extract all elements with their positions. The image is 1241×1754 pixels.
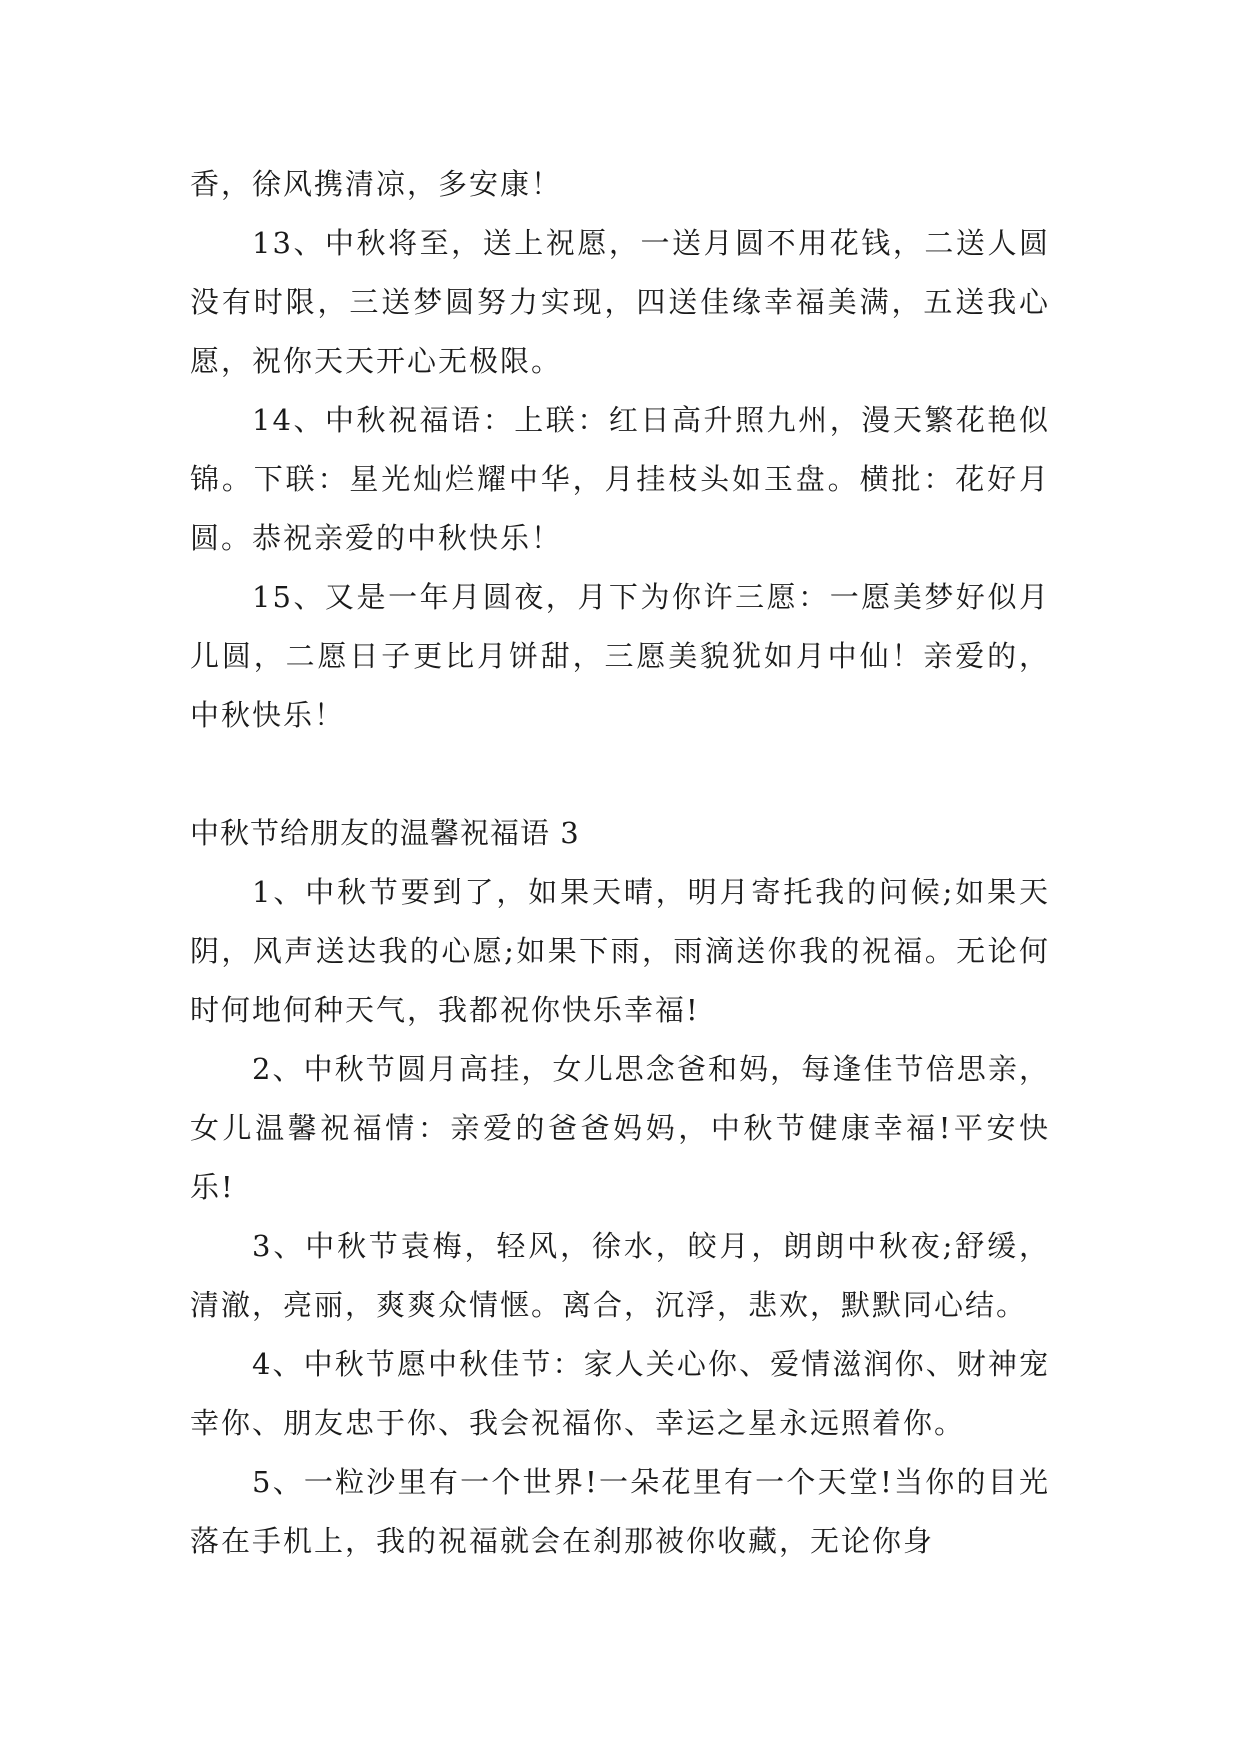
section-title: 中秋节给朋友的温馨祝福语 3 xyxy=(190,816,580,850)
paragraph-14: 14、中秋祝福语：上联：红日高升照九州，漫天繁花艳似锦。下联：星光灿烂耀中华，月挂枝头如玉盘。横批：花好月圆。恭祝亲爱的中秋快乐！ xyxy=(190,403,1050,555)
paragraph-15: 15、又是一年月圆夜，月下为你许三愿：一愿美梦好似月儿圆，二愿日子更比月饼甜，三愿美貌犹如月中仙！亲爱的，中秋快乐！ xyxy=(190,580,1050,732)
paragraph-13: 13、中秋将至，送上祝愿，一送月圆不用花钱，二送人圆没有时限，三送梦圆努力实现，四送佳缘幸福美满，五送我心愿，祝你天天开心无极限。 xyxy=(190,226,1050,378)
section-paragraph-2: 2、中秋节圆月高挂，女儿思念爸和妈，每逢佳节倍思亲，女儿温馨祝福情：亲爱的爸爸妈妈，中秋节健康幸福!平安快乐! xyxy=(190,1052,1050,1204)
section-paragraph-4: 4、中秋节愿中秋佳节：家人关心你、爱情滋润你、财神宠幸你、朋友忠于你、我会祝福你、幸运之星永远照着你。 xyxy=(190,1347,1050,1440)
section-paragraph-1: 1、中秋节要到了，如果天晴，明月寄托我的问候;如果天阴，风声送达我的心愿;如果下雨，雨滴送你我的祝福。无论何时何地何种天气，我都祝你快乐幸福! xyxy=(190,875,1050,1027)
section-paragraph-5: 5、一粒沙里有一个世界!一朵花里有一个天堂!当你的目光落在手机上，我的祝福就会在刹那被你收藏，无论你身 xyxy=(190,1465,1050,1558)
paragraph-12-continuation: 香，徐风携清凉，多安康！ xyxy=(190,167,563,201)
section-spacer xyxy=(190,745,1050,804)
section-paragraph-3: 3、中秋节袁梅，轻风，徐水，皎月，朗朗中秋夜;舒缓，清澈，亮丽，爽爽众情惬。离合，沉浮，悲欢，默默同心结。 xyxy=(190,1229,1050,1322)
document-body xyxy=(190,155,1050,1571)
